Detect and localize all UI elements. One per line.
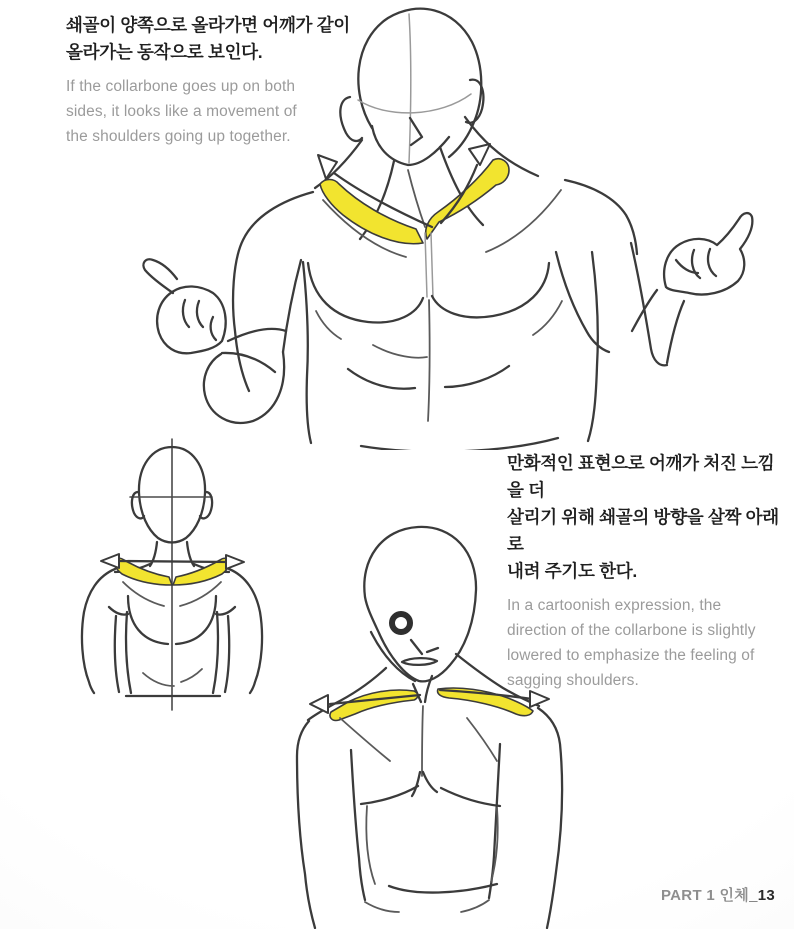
english-caption-line: the shoulders going up together.	[66, 128, 291, 145]
figure-sagging-shoulders-sketch	[270, 505, 590, 929]
english-caption-line: sagging shoulders.	[507, 672, 639, 689]
part-label: PART 1 인체	[660, 887, 750, 904]
korean-caption-line: 만화적인 표현으로 어깨가 처진 느낌을 더	[507, 453, 775, 500]
head	[364, 527, 476, 681]
korean-caption-line: 올라가는 동작으로 보인다.	[66, 42, 263, 62]
english-caption-line: lowered to emphasize the feeling of	[507, 647, 755, 664]
english-caption-line: direction of the collarbone is slightly	[507, 622, 756, 639]
left-hand	[143, 259, 225, 353]
figure-raised-shoulders-sketch	[110, 0, 790, 450]
english-caption-line: In a cartoonish expression, the	[507, 597, 722, 614]
left-arm	[204, 192, 313, 423]
head	[130, 447, 212, 543]
collarbone-highlight	[320, 159, 509, 244]
page-number: _13	[749, 887, 775, 904]
torso	[303, 190, 598, 450]
right-hand	[664, 213, 752, 294]
mouth	[402, 658, 437, 665]
figure-front-view-sketch	[30, 435, 280, 745]
eye	[392, 614, 410, 632]
english-caption-line: If the collarbone goes up on both	[66, 78, 296, 95]
korean-caption-line: 쇄골이 양쪽으로 올라가면 어깨가 같이	[66, 15, 350, 35]
page-footer	[661, 884, 775, 905]
torso	[297, 708, 562, 928]
collarbone-highlight	[330, 688, 533, 720]
korean-caption-line: 살리기 위해 쇄골의 방향을 살짝 아래로	[507, 507, 779, 554]
english-caption-line: sides, it looks like a movement of	[66, 103, 297, 120]
korean-caption-line: 내려 주기도 한다.	[507, 561, 637, 581]
